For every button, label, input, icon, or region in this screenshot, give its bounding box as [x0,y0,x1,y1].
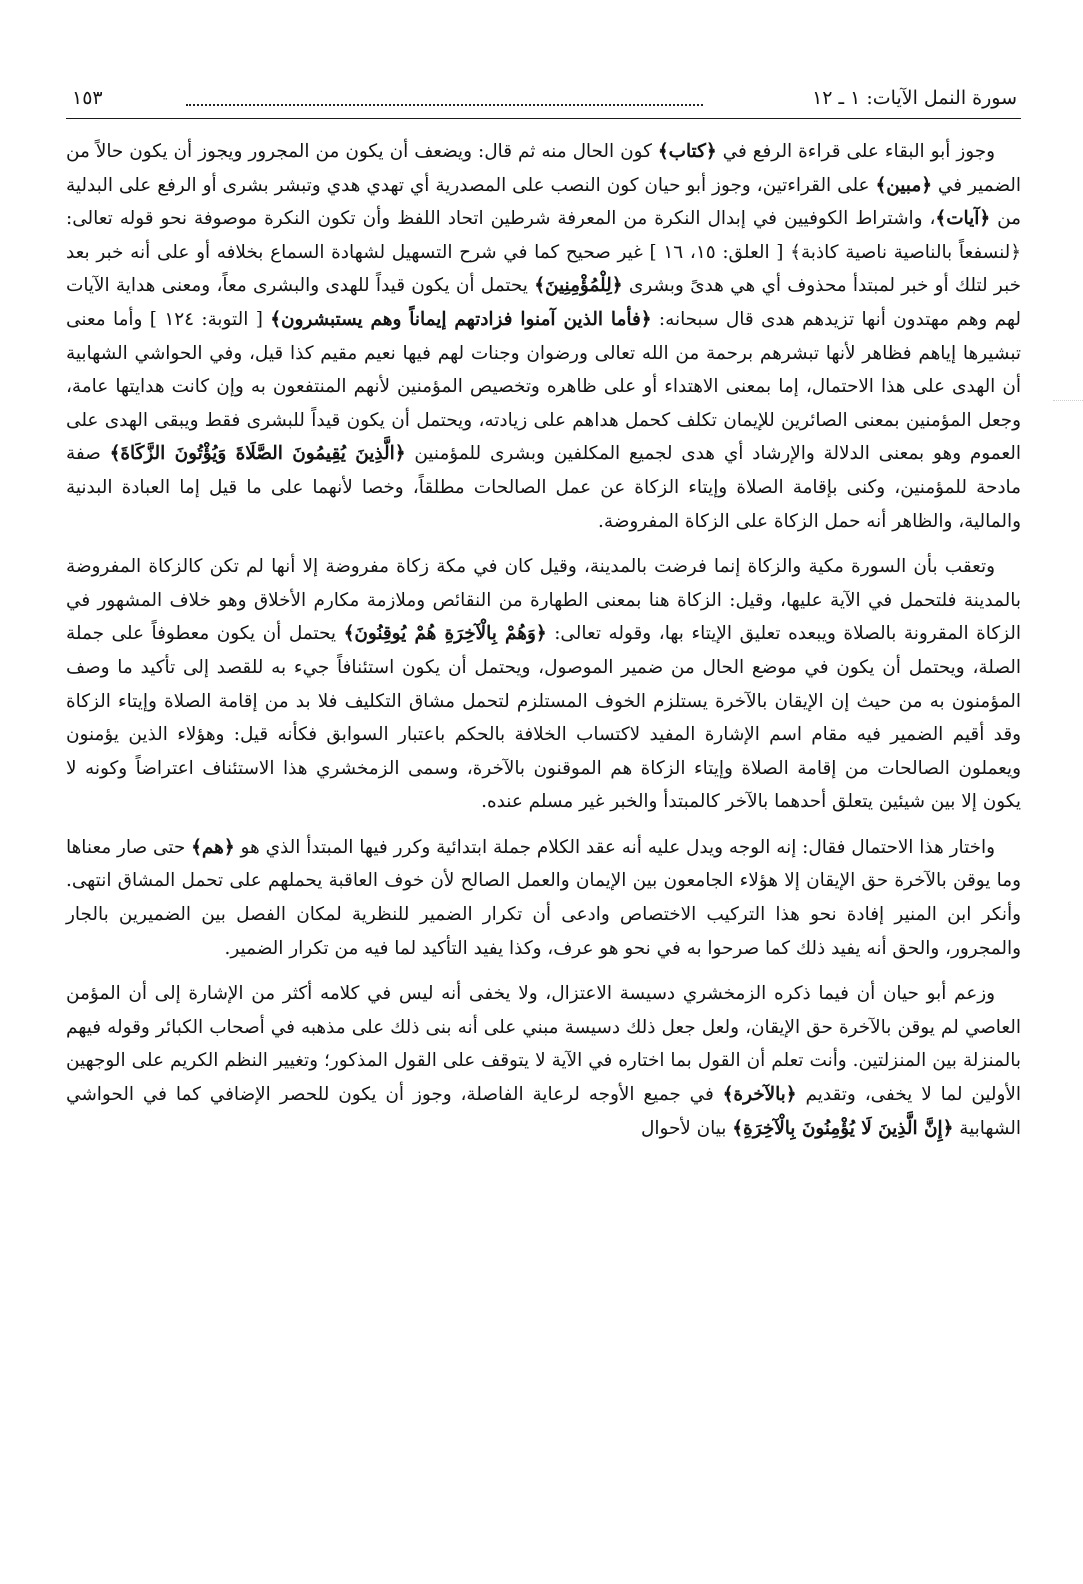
paragraph-text: يحتمل أن يكون قيداً للهدى والبشرى معاً، ومعنى هداية الآيات لهم وهم مهتدون أنها تزيدهم هدى قال سبحانه: [66,275,1021,330]
paragraph-text: يحتمل أن يكون معطوفاً على جملة الصلة، ويحتمل أن يكون في موضع الحال من ضمير الموصول، ويحتمل أن يكون استئنافاً جيء به للقصد إلى تأكيد ما وصف المؤمنون به من حيث إن الإيقان بالآخرة يستلزم الخوف المستلزم لتحمل مشاق التكليف فلا بد من إقامة الصلاة وإيتاء الزكاة وقد أقيم الضمير فيه مقام اسم الإشارة المفيد لاكتساب الخلافة بالحكم باعتبار السوابق فكأنه قيل: وهؤلاء الذين يؤمنون ويعملون الصالحات من إقامة الصلاة وإيتاء الزكاة هم الموقنون بالآخرة، وسمى الزمخشري هذا الاستئناف اعتراضاً وكونه لا يكون إلا بين شيئين يتعلق أحدهما بالآخر كالمبتدأ والخبر غير مسلم عنده. [66,623,1021,813]
paragraph-text: كون الحال منه ثم قال: ويضعف أن يكون من المجرور ويجوز أن يكون حالاً من الضمير في [66,141,1021,196]
paragraph-text: صفة مادحة للمؤمنين، وكنى بإقامة الصلاة وإيتاء الزكاة عن عمل الصالحات مطلقاً، وخصا لأنهما على ما قيل إما العبادة البدنية والمالية، والظاهر أنه حمل الزكاة على الزكاة المفروضة. [66,443,1021,532]
page-number: ١٥٣ [72,87,103,109]
quran-quote: ﴿آيات﴾ [935,208,991,230]
paragraph-text: بيان لأحوال [640,1117,733,1139]
paragraph-text: [ التوبة: ١٢٤ ] وأما معنى تبشيرها إياهم فظاهر لأنها تبشرهم برحمة من الله تعالى ورضوان وجنات لهم فيها نعيم مقيم كذا قيل، وفي الحواشي الشهابية أن الهدى على هذا الاحتمال، إما بمعنى الاهتداء أو على ظاهره وتخصيص المؤمنين لأنهم المنتفعون به وإن كانت هدايتها عامة، وجعل المؤمنين بمعنى الصائرين للإيمان تكلف كحمل هداهم على زيادته، ويحتمل أن يكون قيداً للبشرى فقط ويبقى الهدى على العموم وهو بمعنى الدلالة والإرشاد أي هدى لجميع المكلفين وبشرى للمؤمنين [66,308,1021,465]
paragraph [66,831,1021,965]
quran-quote: ﴿فأما الذين آمنوا فزادتهم إيماناً وهم يستبشرون﴾ [270,308,652,330]
paragraph-text: وتعقب بأن السورة مكية والزكاة إنما فرضت بالمدينة، وقيل كان في مكة زكاة مفروضة إلا أنها لم تكن كالزكاة المفروضة بالمدينة فلتحمل في الآية عليها، وقيل: الزكاة هنا بمعنى الطهارة من النقائص وملازمة مكارم الأخلاق وهو خلاف المشهور في الزكاة المقرونة بالصلاة ويبعده تعليق الإيتاء بها، وقوله تعالى: [66,556,1021,645]
paragraph-text: ، واشتراط الكوفيين في إبدال النكرة من المعرفة شرطين اتحاد اللفظ وأن تكون النكرة موصوفة نحو قوله تعالى: ﴿لنسفعاً بالناصية ناصية كاذبة﴾ [ العلق: ١٥، ١٦ ] غير صحيح كما في شرح التسهيل لشهادة السماع بخلافه أو على أنه خبر بعد خبر لتلك أو خبر لمبتدأ محذوف أي هي هدىً وبشرى [66,208,1022,297]
paragraph-text: حتى صار معناها وما يوقن بالآخرة حق الإيقان إلا هؤلاء الجامعون بين الإيمان والعمل الصالح لأن خوف العاقبة يحملهم على تحمل المشاق انتهى. وأنكر ابن المنير إفادة نحو هذا التركيب الاختصاص وادعى أن تكرار الضمير للنظرية لمكان الفصل بين الضميرين بالجار والمجرور، والحق أنه يفيد ذلك كما صرحوا به في نحو هو عرف، وكذا يفيد التأكيد لما فيه من تكرار الضمير. [66,836,1021,959]
quran-quote: ﴿مبين﴾ [875,174,932,196]
quran-quote: ﴿الَّذِينَ يُقِيمُونَ الصَّلَاةَ وَيُؤْتُونَ الزَّكَاةَ﴾ [109,443,406,465]
paragraph [66,550,1021,819]
body-text [66,135,1021,1145]
header-title: سورة النمل الآيات: ١ ـ ١٢ [812,87,1017,109]
paragraph-text: واختار هذا الاحتمال فقال: إنه الوجه ويدل عليه أنه عقد الكلام جملة ابتدائية وكرر فيها المبتدأ الذي هو [234,836,996,858]
paragraph-text: وزعم أبو حيان أن فيما ذكره الزمخشري دسيسة الاعتزال، ولا يخفى أنه ليس في كلامه أكثر من الإشارة إلى أن المؤمن العاصي لم يوقن بالآخرة حق الإيقان، ولعل جعل ذلك دسيسة مبني على أنه بنى ذلك على مذهبه في أصحاب الكبائر وقوله فيهم بالمنزلة بين المنزلتين. وأنت تعلم أن القول بما اختاره في الآية لا يتوقف على القول المذكور؛ وتغيير النظم الكريم على الوجهين الأولين لما لا يخفى، وتقديم [66,983,1021,1106]
quran-quote: ﴿إِنَّ الَّذِينَ لَا يُؤْمِنُونَ بِالْآخِرَةِ﴾ [732,1117,954,1139]
quran-quote: ﴿هم﴾ [191,836,235,858]
quran-quote: ﴿بالآخرة﴾ [722,1084,797,1106]
quran-quote: ﴿لِلْمُؤْمِنِينَ﴾ [534,275,623,297]
margin-mark [1053,400,1083,403]
header-leader-dots [186,90,703,106]
paragraph-text: في جميع الأوجه لرعاية الفاصلة، وجوز أن يكون للحصر الإضافي كما في الحواشي الشهابية [66,1084,1021,1139]
paragraph-text: وجوز أبو البقاء على قراءة الرفع في [716,141,995,162]
paragraph [66,977,1021,1145]
paragraph [66,135,1021,538]
running-header [66,78,1021,119]
quran-quote: ﴿وَهُمْ بِالْآخِرَةِ هُمْ يُوقِنُونَ﴾ [343,623,547,645]
paragraph-text: على القراءتين، وجوز أبو حيان كون النصب على المصدرية أي تهدي هدي وتبشر بشرى أو الرفع على البدلية من [66,174,1021,230]
quran-quote: ﴿كتاب﴾ [657,141,717,162]
